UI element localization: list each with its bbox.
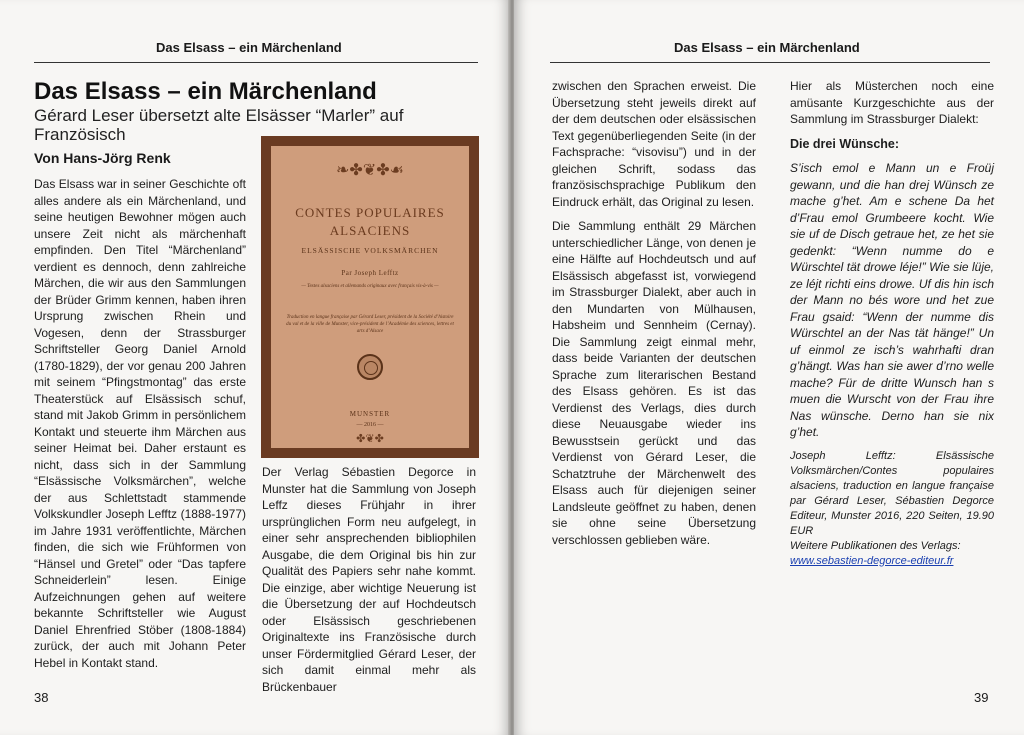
left-column-1: [34, 176, 246, 679]
book-translation-note: Traduction en langue française par Gérard Leser, président de la Société d’histoire du val et de la ville de Munster, vice-président de l’Académie des sciences, lettres et arts d’Alsace: [286, 315, 454, 334]
seal-icon: [357, 354, 383, 380]
ornament-icon: ✤❦✤: [356, 433, 384, 445]
book-note: — Textes alsaciens et allemands originaux avec français vis-à-vis —: [301, 284, 439, 289]
ornament-icon: ❧✤❦✤☙: [336, 162, 404, 179]
poem-text: S’isch emol e Mann un e Froüj gewann, und die han drej Wünsch ze mache g’het. Am e schene Da het d’Frau emol Grumbeere kocht. Wie sie uf de Disch getraue het, ze het sie gedenkt: “Wenn numme do e Würschtel tät drowe léje!” Wie sie lüje, ze léjt richti eins drowe. Uf dis hin isch der Mann no bés wore und het zue Frau gsaid: “Wenn der numme dis Würschtel an der Nas tät hänge!” Un uf einmol ze isch’s wahrhafti dran g’hängt. Was han sie awer d’rno welle mache? Für de dritte Wunsch han s muen die Wurscht von der Frau ihre Nas wünsche. Derno han sie nix g’het.: [790, 161, 994, 439]
credits-text: Joseph Lefftz: Elsässische Volksmärchen/Contes populaires alsaciens, traduction en langue française par Gérard Leser, Sébastien Degorce Editeur, Munster 2016, 220 Seiten, 19.90 EUR: [790, 449, 994, 537]
page-number-right: 39: [974, 690, 989, 705]
book-title-line1: CONTES POPULAIRES: [295, 205, 445, 220]
more-publications-label: Weitere Publikationen des Verlags:: [790, 539, 961, 552]
right-column-2: [790, 78, 994, 569]
book-cover: [271, 146, 469, 448]
paragraph: Der Verlag Sébastien Degorce in Munster hat die Sammlung von Joseph Leffz dieses Frühjahr in ihrer ursprünglichen Form neu aufgelegt, in einer sehr ansprechenden bibliophilen Ausgabe, die dem Original bis hin zur Qualität des Papiers sehr nahe kommt. Die einzige, aber wichtige Neuerung ist die Übersetzung der auf Hochdeutsch oder Elsässisch geschriebenen Originaltexte ins Französische durch unser Fördermitglied Gérard Leser, der sich damit einmal mehr als Brückenbauer: [262, 465, 476, 694]
book-title: [271, 204, 469, 240]
publisher-link[interactable]: www.sebastien-degorce-editeur.fr: [790, 554, 954, 567]
header-rule-left: [34, 62, 478, 63]
header-rule-right: [550, 62, 990, 63]
paragraph: zwischen den Sprachen erweist. Die Übersetzung steht jeweils direkt auf der dem deutschen oder elsässischen Text gegenüberliegenden Seite (in der Fachsprache: “visovisu”) und in der gleichen Schrift, sodass das französischsprachige Publikum den Eindruck erhält, das Original zu lesen.: [552, 79, 756, 209]
book-year: — 2016 —: [356, 422, 384, 428]
right-page: [514, 0, 1024, 735]
paragraph: Das Elsass war in seiner Geschichte oft alles andere als ein Märchenland, und seine heutigen Bewohner mögen auch unsere Zeit nicht als märchenhaft empfinden. Den Titel “Märchenland” verdient es dennoch, denn zahlreiche Märchen, die wir aus den Sammlungen der Brüder Grimm kennen, haben ihren Ursprung zwischen Rhein und Vogesen, denn der Strassburger Schriftsteller Georg Daniel Arnold (1780-1829), der vor genau 200 Jahren mit seinem “Pfingstmontag” das erste Theaterstück auf Elsässisch schuf, stand mit Jakob Grimm in persönlichem Kontakt und steuerte ihm Märchen aus seiner Heimat bei. Daher erstaunt es nicht, dass sich in der Sammlung “Elsässische Volksmärchen”, welche der aus Schlettstadt stammende Volkskundler Joseph Lefftz (1888-1977) im Jahre 1931 veröffentlichte, Märchen finden, die sich wie Frühformen von “Hänsel und Gretel” oder “Das tapfere Schneiderlein” lesen. Einige Aufzeichnungen gehen auf weitere bekannte Schriftsteller wie August Daniel Ehrenfried Stöber (1808-1884) zurück, der auch mit Johann Peter Hebel in Kontakt stand.: [34, 177, 246, 670]
running-head-right: Das Elsass – ein Märchenland: [674, 40, 860, 55]
left-column-2: [262, 464, 476, 703]
book-subtitle: ELSÄSSISCHE VOLKSMÄRCHEN: [301, 246, 439, 255]
article-subtitle: Gérard Leser übersetzt alte Elsässer “Marler” auf Französisch: [34, 106, 404, 144]
book-place: MUNSTER: [349, 410, 391, 418]
article-author: Von Hans-Jörg Renk: [34, 150, 171, 166]
paragraph: Die Sammlung enthält 29 Märchen unterschiedlicher Länge, von denen je eine Hälfte auf Hochdeutsch und auf Elsässisch abgefasst ist, vorwiegend im Strassburger Dialekt, aber auch in den Mundarten von Mülhausen, Habsheim und Sennheim (Cernay). Die Sammlung zeigt einmal mehr, dass beide Varianten der deutschen Sprache zum literarischen Bestand des Elsass gehören. Es ist das Verdienst des Verlags, dies durch diese Neuausgabe wieder ins Bewusstsein gerückt und das Verdienst von Gérard Leser, die Schatztruhe der Märchenwelt des Elsass auch für diejenigen seiner Landsleute geöffnet zu haben, denen sie ohne seine Übersetzung verschlossen geblieben wäre.: [552, 219, 756, 547]
book-title-line2: ALSACIENS: [329, 223, 411, 238]
book-credits: [790, 449, 994, 569]
article-title: Das Elsass – ein Märchenland: [34, 78, 377, 105]
running-head-left: Das Elsass – ein Märchenland: [156, 40, 342, 55]
book-author: Par Joseph Lefftz: [341, 269, 399, 277]
poem-title: Die drei Wünsche:: [790, 136, 900, 151]
left-page: [0, 0, 510, 735]
paragraph: Hier als Müsterchen noch eine amüsante Kurzgeschichte aus der Sammlung im Strassburger Dialekt:: [790, 79, 994, 126]
page-number-left: 38: [34, 690, 49, 705]
right-column-1: [552, 78, 756, 556]
book-cover-image: [261, 136, 479, 458]
